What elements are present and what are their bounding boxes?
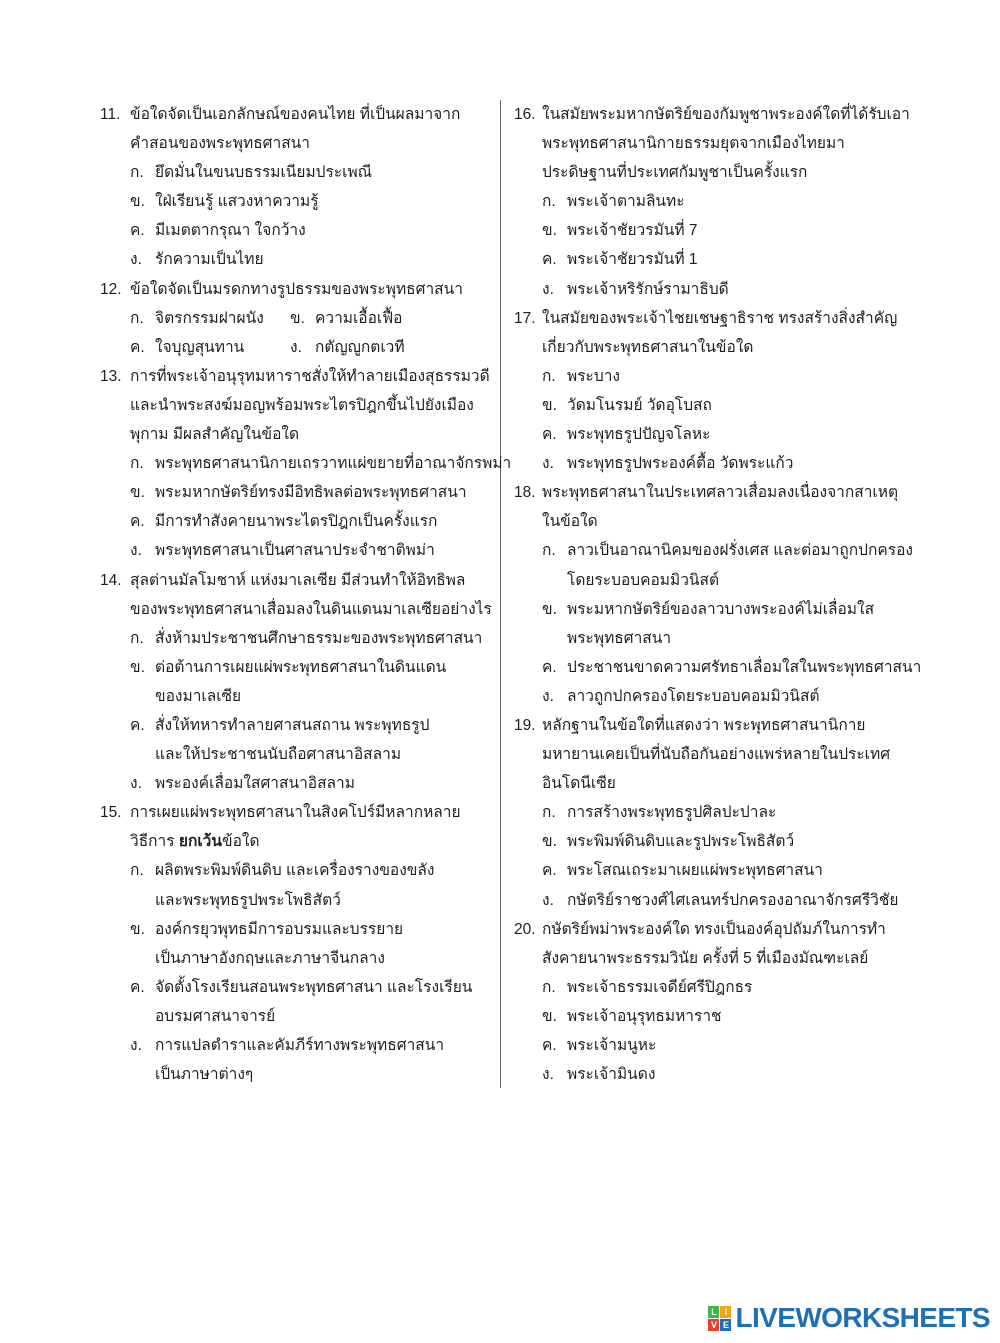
question-stem-line [514, 129, 914, 158]
option-c [514, 420, 914, 449]
option-text: พระเจ้ามนูหะ [567, 1037, 657, 1054]
column-divider [500, 100, 501, 1088]
question-stem-line [514, 944, 914, 973]
question-17 [514, 304, 914, 479]
logo-icon-cell: E [720, 1319, 731, 1331]
option-letter: ก. [130, 629, 144, 647]
question-stem-text: คำสอนของพระพุทธศาสนา [130, 135, 310, 153]
option-letter: ง. [130, 1037, 142, 1054]
option-text: พระพุทธรูปพระองค์ตื้อ วัดพระแก้ว [567, 455, 794, 473]
option-c-continued [100, 1002, 495, 1031]
option-text: พระพุทธรูปปัญจโลหะ [567, 426, 711, 444]
option-b [514, 1002, 914, 1031]
option-d [100, 1031, 495, 1060]
option-letter: ค. [542, 1037, 557, 1054]
question-stem-line [514, 507, 914, 536]
question-stem-line [514, 711, 914, 740]
option-text: มีเมตตากรุณา ใจกว้าง [155, 222, 306, 240]
option-letter: ค. [130, 338, 145, 356]
option-a [514, 362, 914, 391]
option-text: พระเจ้ามินดง [567, 1066, 656, 1084]
option-a [514, 536, 914, 565]
option-text: พระเจ้าชัยวรมันที่ 1 [567, 251, 698, 269]
question-stem-line [514, 915, 914, 944]
option-b [514, 595, 914, 624]
question-stem-text: และนำพระสงฆ์มอญพร้อมพระไตรปิฎกขึ้นไปยังเมือง [130, 396, 474, 414]
option-b [100, 915, 495, 944]
option-text: โดยระบอบคอมมิวนิสต์ [567, 571, 720, 589]
option-letter: ข. [542, 1007, 557, 1025]
option-letter: ง. [290, 338, 302, 356]
question-stem-text: หลักฐานในข้อใดที่แสดงว่า พระพุทธศาสนานิกาย [542, 716, 866, 734]
option-letter: ค. [130, 222, 145, 240]
option-letter: ข. [542, 833, 557, 851]
question-stem-line [100, 566, 495, 595]
question-stem-line [514, 769, 914, 798]
question-stem-text: สุลต่านมัลโมชาห์ แห่งมาเลเซีย มีส่วนทำให้อิทธิพล [130, 571, 466, 589]
option-d [514, 886, 914, 915]
option-letter: ก. [542, 367, 556, 385]
option-letter: ก. [130, 862, 144, 880]
option-a-continued [100, 886, 495, 915]
option-b [100, 653, 495, 682]
option-b-continued [100, 682, 495, 711]
option-text: จิตรกรรมฝาผนัง [155, 309, 264, 327]
option-letter: ค. [542, 426, 557, 444]
option-c [100, 507, 495, 536]
option-letter: ก. [542, 804, 556, 822]
option-text: เป็นภาษาอังกฤษและภาษาจีนกลาง [155, 949, 385, 967]
question-stem-text: มหายานเคยเป็นที่นับถือกันอย่างแพร่หลายในประเทศ [542, 746, 891, 764]
option-d [514, 1060, 914, 1089]
option-letter: ง. [130, 251, 142, 269]
option-d [514, 682, 914, 711]
question-stem-line [100, 827, 495, 856]
question-stem-text: เกี่ยวกับพระพุทธศาสนาในข้อใด [542, 338, 754, 356]
option-letter: ค. [542, 862, 557, 880]
option-row [100, 333, 495, 362]
option-text: สั่งให้ทหารทำลายศาสนสถาน พระพุทธรูป [155, 716, 430, 734]
option-text: ต่อต้านการเผยแผ่พระพุทธศาสนาในดินแดน [155, 658, 447, 676]
option-letter: ค. [130, 716, 145, 734]
option-b-continued [100, 944, 495, 973]
question-number: 18. [514, 484, 536, 502]
option-letter: ข. [542, 222, 557, 240]
option-c [514, 1031, 914, 1060]
question-stem-line [100, 391, 495, 420]
option-text: วัดมโนรมย์ วัดอุโบสถ [567, 396, 712, 414]
option-letter: ข. [130, 193, 145, 211]
question-number: 11. [100, 106, 121, 123]
option-text: กษัตริย์ราชวงศ์ไศเลนทร์ปกครองอาณาจักรศรีวิชัย [567, 891, 899, 909]
option-letter: ง. [130, 542, 142, 560]
option-letter: ค. [130, 513, 145, 531]
option-a [514, 187, 914, 216]
option-text: ลาวถูกปกครองโดยระบอบคอมมิวนิสต์ [567, 687, 820, 705]
question-number: 19. [514, 716, 536, 734]
question-11 [100, 100, 495, 275]
right-column [514, 100, 922, 1089]
option-d [100, 245, 495, 274]
option-text: พระเจ้าอนุรุทธมหาราช [567, 1007, 722, 1025]
option-b [514, 391, 914, 420]
logo-icon-cell: V [708, 1319, 719, 1331]
question-12 [100, 275, 495, 362]
option-c [514, 245, 914, 274]
option-c [514, 856, 914, 885]
option-text: ประชาชนขาดความศรัทธาเลื่อมใสในพระพุทธศาสนา [567, 658, 922, 676]
option-text: รักความเป็นไทย [155, 251, 264, 269]
option-letter: ง. [542, 455, 554, 473]
question-stem-text: ในสมัยพระมหากษัตริย์ของกัมพูชาพระองค์ใดที่ได้รับเอา [542, 106, 910, 123]
option-text: ใฝ่เรียนรู้ แสวงหาความรู้ [155, 193, 319, 211]
question-stem-text: ข้อใดจัดเป็นเอกลักษณ์ของคนไทย ที่เป็นผลมาจาก [130, 106, 461, 123]
question-stem-line [100, 798, 495, 827]
option-letter: ข. [130, 658, 145, 676]
option-text: พระโสณเถระมาเผยแผ่พระพุทธศาสนา [567, 862, 823, 880]
question-15 [100, 798, 495, 1089]
liveworksheets-logo-icon [708, 1306, 731, 1331]
option-c [100, 711, 495, 740]
option-text: จัดตั้งโรงเรียนสอนพระพุทธศาสนา และโรงเรียน [155, 978, 473, 996]
option-letter: ก. [130, 455, 144, 473]
stem-text-before: วิธีการ [130, 833, 179, 851]
option-text: อบรมศาสนาจารย์ [155, 1007, 276, 1025]
liveworksheets-logo[interactable] [708, 1302, 990, 1334]
option-text: พระพุทธศาสนาเป็นศาสนาประจำชาติพม่า [155, 542, 435, 560]
option-text: พระเจ้าชัยวรมันที่ 7 [567, 222, 698, 240]
question-number: 13. [100, 367, 122, 385]
option-letter: ข. [290, 309, 305, 327]
question-stem-line [514, 304, 914, 333]
question-stem-line [100, 362, 495, 391]
option-d-continued [100, 1060, 495, 1089]
option-b-continued [514, 624, 914, 653]
question-stem-text: การที่พระเจ้าอนุรุทมหาราชสั่งให้ทำลายเมืองสุธรรมวดี [130, 367, 490, 385]
option-letter: ง. [542, 891, 554, 909]
option-text: พระบาง [567, 367, 620, 385]
option-text: ผลิตพระพิมพ์ดินดิบ และเครื่องรางของขลัง [155, 862, 435, 880]
option-text: กตัญญูกตเวที [315, 338, 405, 356]
option-letter: ง. [130, 775, 142, 793]
option-c [100, 216, 495, 245]
option-text: พระมหากษัตริย์ของลาวบางพระองค์ไม่เลื่อมใส [567, 600, 875, 618]
question-14 [100, 566, 495, 799]
question-stem-text: ประดิษฐานที่ประเทศกัมพูชาเป็นครั้งแรก [542, 164, 808, 182]
option-d [514, 275, 914, 304]
liveworksheets-logo-text: LIVEWORKSHEETS [735, 1302, 990, 1333]
question-stem-line [100, 275, 495, 304]
logo-icon-cell: I [720, 1306, 731, 1318]
option-letter: ก. [130, 164, 144, 182]
question-number: 12. [100, 280, 122, 298]
option-text: พระมหากษัตริย์ทรงมีอิทธิพลต่อพระพุทธศาสนา [155, 484, 467, 502]
option-text: ยึดมั่นในขนบธรรมเนียมประเพณี [155, 164, 373, 182]
option-text: ลาวเป็นอาณานิคมของฝรั่งเศส และต่อมาถูกปกครอง [567, 542, 913, 560]
left-column [100, 100, 512, 1089]
option-b [100, 187, 495, 216]
question-stem-line [100, 420, 495, 449]
option-text: ใจบุญสุนทาน [155, 338, 245, 356]
option-a-continued [514, 566, 914, 595]
option-a [100, 158, 495, 187]
option-text: พระพุทธศาสนานิกายเถรวาทแผ่ขยายที่อาณาจักรพม่า [155, 455, 512, 473]
question-stem-line [514, 158, 914, 187]
option-text: พระพุทธศาสนา [567, 629, 672, 647]
question-stem-line [100, 100, 495, 129]
question-stem-text: การเผยแผ่พระพุทธศาสนาในสิงคโปร์มีหลากหลาย [130, 804, 461, 822]
option-text: สั่งห้ามประชาชนศึกษาธรรมะของพระพุทธศาสนา [155, 629, 483, 647]
option-text: มีการทำสังคายนาพระไตรปิฎกเป็นครั้งแรก [155, 513, 438, 531]
option-text: พระองค์เลื่อมใสศาสนาอิสลาม [155, 775, 355, 793]
option-text: พระพิมพ์ดินดิบและรูปพระโพธิสัตว์ [567, 833, 795, 851]
question-20 [514, 915, 914, 1090]
option-letter: ค. [542, 658, 557, 676]
question-stem-text: พุกาม มีผลสำคัญในข้อใด [130, 426, 300, 444]
question-stem-line [514, 333, 914, 362]
option-letter: ข. [542, 396, 557, 414]
option-letter: ง. [542, 1066, 554, 1084]
question-18 [514, 478, 922, 711]
option-text: องค์กรยุวพุทธมีการอบรมและบรรยาย [155, 920, 404, 938]
option-letter: ง. [542, 280, 554, 298]
option-b [514, 827, 914, 856]
option-a [514, 798, 914, 827]
question-stem-text: ในสมัยของพระเจ้าไชยเชษฐาธิราช ทรงสร้างสิ่งสำคัญ [542, 309, 898, 327]
option-a [100, 449, 512, 478]
logo-icon-cell: L [708, 1306, 719, 1318]
option-row [100, 304, 495, 333]
question-stem-text: ข้อใดจัดเป็นมรดกทางรูปธรรมของพระพุทธศาสนา [130, 280, 463, 298]
question-number: 17. [514, 309, 536, 327]
option-c [100, 973, 495, 1002]
option-text: การสร้างพระพุทธรูปศิลปะปาละ [567, 804, 777, 822]
option-letter: ก. [542, 978, 556, 996]
option-letter: ข. [130, 920, 145, 938]
option-letter: ง. [542, 687, 554, 705]
question-stem-text: ในข้อใด [542, 513, 598, 531]
option-c-continued [100, 740, 495, 769]
question-stem-text: อินโดนีเซีย [542, 775, 616, 793]
question-stem-text: พระพุทธศาสนานิกายธรรมยุตจากเมืองไทยมา [542, 135, 845, 153]
option-text: และให้ประชาชนนับถือศาสนาอิสลาม [155, 746, 402, 764]
option-text: พระเจ้าตามลินทะ [567, 193, 685, 211]
question-number: 20. [514, 920, 536, 938]
option-text: การแปลตำราและคัมภีร์ทางพระพุทธศาสนา [155, 1037, 445, 1054]
option-letter: ก. [542, 542, 556, 560]
question-stem-line [514, 478, 914, 507]
option-letter: ข. [130, 484, 145, 502]
option-c [514, 653, 922, 682]
option-d [514, 449, 914, 478]
question-stem-line [100, 129, 495, 158]
stem-text-after: ข้อใด [221, 833, 260, 851]
question-stem-line [514, 100, 914, 129]
option-text: และพระพุทธรูปพระโพธิสัตว์ [155, 891, 341, 909]
question-stem-text: พระพุทธศาสนาในประเทศลาวเสื่อมลงเนื่องจากสาเหตุ [542, 484, 899, 502]
option-d [100, 769, 495, 798]
option-text: พระเจ้าหริรักษ์รามาธิบดี [567, 280, 729, 298]
option-letter: ก. [130, 309, 144, 327]
question-number: 15. [100, 804, 122, 822]
option-a [100, 624, 495, 653]
question-stem-text: สังคายนาพระธรรมวินัย ครั้งที่ 5 ที่เมืองมัณฑะเลย์ [542, 949, 869, 967]
option-text: ความเอื้อเฟื้อ [315, 309, 403, 327]
question-stem-line [514, 740, 914, 769]
option-b [100, 478, 495, 507]
option-letter: ข. [542, 600, 557, 618]
question-19 [514, 711, 914, 915]
option-a [514, 973, 914, 1002]
option-d [100, 536, 495, 565]
option-a [100, 856, 495, 885]
option-letter: ค. [542, 251, 557, 269]
stem-emphasis-except: ยกเว้น [178, 833, 222, 851]
option-b [514, 216, 914, 245]
question-number: 14. [100, 571, 122, 589]
option-text: ของมาเลเซีย [155, 687, 242, 705]
option-text: พระเจ้าธรรมเจดีย์ศรีปิฎกธร [567, 978, 753, 996]
question-stem-text: ของพระพุทธศาสนาเสื่อมลงในดินแดนมาเลเซียอย่างไร [130, 600, 492, 618]
option-text: เป็นภาษาต่างๆ [155, 1066, 254, 1084]
question-stem-text: กษัตริย์พม่าพระองค์ใด ทรงเป็นองค์อุปถัมภ์ในการทำ [542, 920, 886, 938]
question-16 [514, 100, 914, 304]
question-13 [100, 362, 512, 566]
question-number: 16. [514, 106, 536, 123]
option-letter: ค. [130, 978, 145, 996]
question-stem-line [100, 595, 495, 624]
option-letter: ก. [542, 193, 556, 211]
question-stem-text [130, 827, 260, 856]
